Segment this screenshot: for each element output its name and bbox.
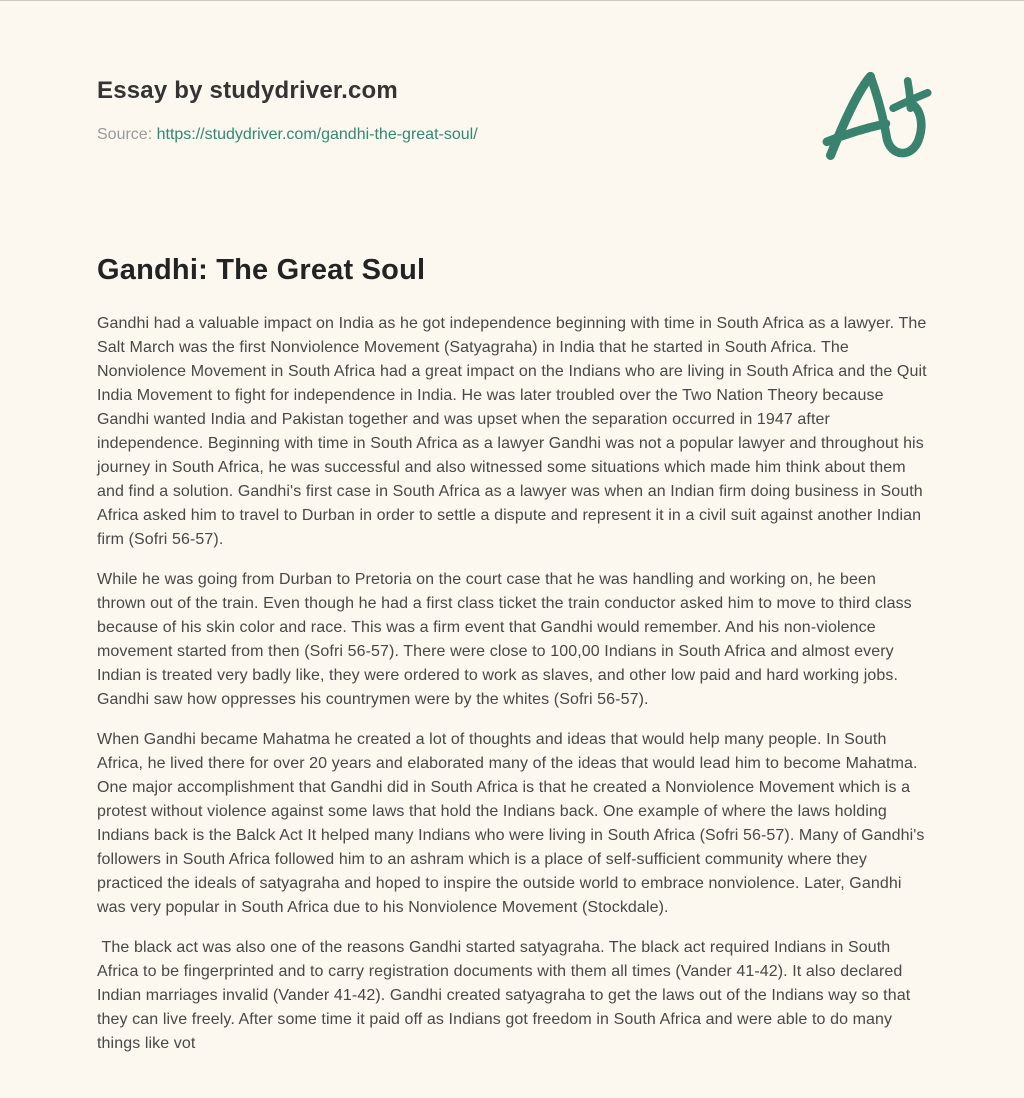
essay-paragraph-2: While he was going from Durban to Pretoria on the court case that he was handling and working on, he been thrown out of the train. Even though he had a first class ticket the train conductor asked him to move to third class because of his skin color and race. This was a firm event that Gandhi would remember. And his non-violence movement started from then (Sofri 56-57). There were close to 100,00 Indians in South Africa and almost every Indian is treated very badly like, they were ordered to work as slaves, and other low paid and hard working jobs. Gandhi saw how oppresses his countrymen were by the whites (Sofri 56-57). [97,571,917,708]
essay-body [97,287,932,1056]
page-header [97,1,927,144]
essay-title: Gandhi: The Great Soul [97,254,426,286]
source-link[interactable]: https://studydriver.com/gandhi-the-great-soul/ [156,126,478,143]
essay-by-heading: Essay by studydriver.com [97,77,398,104]
source-line [97,105,927,144]
essay-paragraph-1: Gandhi had a valuable impact on India as he got independence beginning with time in South Africa as a lawyer. The Salt March was the first Nonviolence Movement (Satyagraha) in India that he started in South Africa. The Nonviolence Movement in South Africa had a great impact on the Indians who are living in South Africa and the Quit India Movement to fight for independence in India. He was later troubled over the Two Nation Theory because Gandhi wanted India and Pakistan together and was upset when the separation occurred in 1947 after independence. Beginning with time in South Africa as a lawyer Gandhi was not a popular lawyer and throughout his journey in South Africa, he was successful and also witnessed some situations which made him think about them and find a solution. Gandhi's first case in South Africa as a lawyer was when an Indian firm doing business in South Africa asked him to travel to Durban in order to settle a dispute and represent it in a civil suit against another Indian firm (Sofri 56-57). [97,315,932,548]
essay-article [97,144,932,1056]
a-plus-logo [816,65,934,165]
essay-paragraph-4: The black act was also one of the reasons Gandhi started satyagraha. The black act required Indians in South Africa to be fingerprinted and to carry registration documents with them all times (Vander 41-42). It also declared Indian marriages invalid (Vander 41-42). Gandhi created satyagraha to get the laws out of the Indians way so that they can live freely. After some time it paid off as Indians got freedom in South Africa and were able to do many things like vot [97,939,915,1052]
source-label: Source: [97,126,153,143]
essay-paragraph-3: When Gandhi became Mahatma he created a lot of thoughts and ideas that would help many people. In South Africa, he lived there for over 20 years and elaborated many of the ideas that would lead him to become Mahatma. One major accomplishment that Gandhi did in South Africa is that he created a Nonviolence Movement which is a protest without violence against some laws that hold the Indians back. One example of where the laws holding Indians back is the Balck Act It helped many Indians who were living in South Africa (Sofri 56-57). Many of Gandhi's followers in South Africa followed him to an ashram which is a place of self-sufficient community where they practiced the ideals of satyagraha and hoped to inspire the outside world to embrace nonviolence. Later, Gandhi was very popular in South Africa due to his Nonviolence Movement (Stockdale). [97,731,930,916]
essay-page [0,1,1024,1098]
